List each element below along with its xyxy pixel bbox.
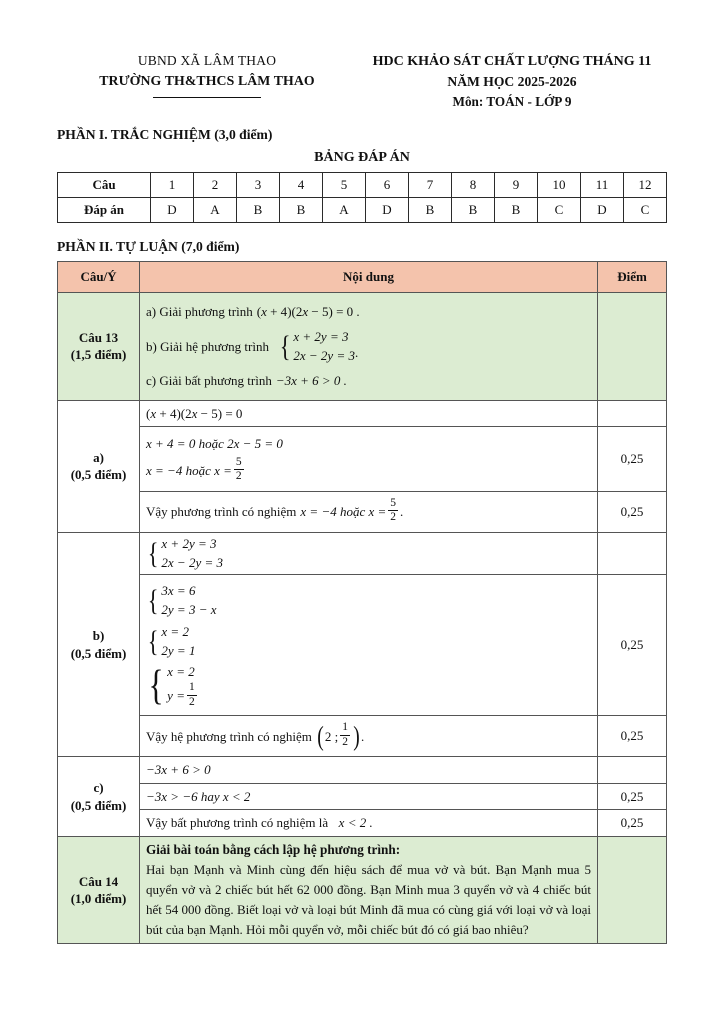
q13b-equation-2: 2x − 2y = 3 [293,347,355,363]
fraction-denominator: 2 [390,511,397,524]
part-b-step-2 [140,575,598,716]
issuing-authority: UBND XÃ LÂM THAO [137,53,277,68]
table-row-part-a-line1 [58,400,667,427]
left-brace-icon: { [147,584,159,618]
school-name: TRƯỜNG TH&THCS LÂM THAO [99,72,315,88]
answer-5: A [323,198,366,223]
part-1-title: PHẦN I. TRẮC NGHIỆM (3,0 điểm) [57,127,273,143]
question-number-8: 8 [452,173,495,198]
part-c-points: (0,5 điểm) [70,797,127,813]
question-number-12: 12 [624,173,667,198]
part-b-conclusion-period: . [361,728,365,744]
question-13-label [58,293,140,401]
header-left-block [57,52,357,98]
part-a-conclusion [140,491,598,532]
answer-11: D [581,198,624,223]
part-b-eq-3-2: 2y = 1 [161,642,196,658]
part-a-equation-3 [146,455,246,484]
fraction-denominator: 2 [235,470,242,483]
question-14-label [58,836,140,943]
column-header-diem: Điểm [598,262,667,293]
question-number-10: 10 [538,173,581,198]
rubric-header-row [58,262,667,293]
left-brace-icon: { [148,663,164,710]
question-number-9: 9 [495,173,538,198]
part-a-equation-3-lhs: x = −4 hoặc x = [146,462,232,478]
fraction-numerator: 1 [342,721,349,734]
q13c-text: c) Giải bất phương trình [146,373,272,389]
left-paren-icon: ( [317,720,324,751]
part-a-score-conclusion: 0,25 [598,491,667,532]
question-number-6: 6 [366,173,409,198]
table-row-part-b-line1 [58,532,667,575]
question-number-4: 4 [280,173,323,198]
q13a-equation: ( x + 4 )( 2 x − 5 ) = 0 . [256,304,360,320]
part-c-name: c) [93,780,104,796]
answer-10: C [538,198,581,223]
answer-2: A [194,198,237,223]
right-paren-icon: ) [353,720,360,751]
part-b-points: (0,5 điểm) [70,645,127,661]
part-a-equation-2: x + 4 = 0 hoặc 2x − 5 = 0 [146,436,283,452]
left-brace-icon: { [147,536,159,570]
question-number-7: 7 [409,173,452,198]
header-right-block [357,52,667,111]
part-b-eq-3-1: x = 2 [161,623,189,639]
table-row-part-a-line2 [58,427,667,492]
answer-8: B [452,198,495,223]
table-row-part-c-line2 [58,783,667,810]
exam-title: HDC KHẢO SÁT CHẤT LƯỢNG THÁNG 11 [372,54,652,69]
question-number-2: 2 [194,173,237,198]
label-cau: Câu [58,173,151,198]
fraction-numerator: 5 [235,455,242,468]
question-14-name: Câu 14 [78,873,119,889]
fraction-five-halves [234,457,244,483]
table-row-part-c-line1 [58,757,667,784]
part-b-eq-1-1: x + 2y = 3 [161,535,217,551]
part-a-score-step2: 0,25 [598,427,667,492]
part-b-score-conclusion: 0,25 [598,716,667,757]
part-2-title: PHẦN II. TỰ LUẬN (7,0 điểm) [57,239,240,255]
part-c-conclusion [140,810,598,837]
question-13-part-b [146,329,591,365]
answer-key-table [57,172,667,223]
question-13-name: Câu 13 [78,330,119,346]
question-13-score-blank [598,293,667,401]
part-b-conclusion-line [146,720,365,751]
question-number-5: 5 [323,173,366,198]
part-a-conclusion-period: . [400,503,404,519]
label-dap-an: Đáp án [58,198,151,223]
question-13-part-a [146,302,591,322]
part-b-eq-2-1: 3x = 6 [161,583,196,599]
column-header-noi-dung: Nội dung [140,262,598,293]
table-row-questions [58,173,667,198]
table-row-part-b-conclusion [58,716,667,757]
question-number-11: 11 [581,173,624,198]
part-b-score-blank [598,532,667,575]
q13b-period: . [354,344,359,360]
question-13-part-c [146,371,591,391]
part-a-step-2 [140,427,598,492]
part-b-conclusion-text: Vậy hệ phương trình có nghiệm [146,728,312,744]
part-b-name: b) [92,628,105,644]
part-b-conclusion [140,716,598,757]
q13b-equation-1: x + 2y = 3 [293,328,349,344]
answer-12: C [624,198,667,223]
answer-7: B [409,198,452,223]
q13b-system [278,329,355,365]
question-number-3: 3 [237,173,280,198]
part-a-conclusion-line [146,496,404,525]
solution-pair-x: 2 ; [324,728,339,744]
part-b-system-2 [146,583,217,619]
answer-6: D [366,198,409,223]
part-c-label [58,757,140,837]
part-a-points: (0,5 điểm) [70,467,127,483]
part-c-equation-2: −3x > −6 hay x < 2 [146,788,251,804]
part-c-conclusion-equation: x < 2 . [338,815,373,831]
part-c-equation-1: −3x + 6 > 0 [146,762,211,778]
part-a-equation-1: ( x + 4 )( 2 x − 5 ) = 0 [146,405,243,421]
school-year: NĂM HỌC 2025-2026 [447,74,577,90]
part-a-name: a) [93,449,104,465]
part-b-eq-4-2 [167,683,199,709]
question-13-statement [140,293,598,401]
table-row-question-13 [58,293,667,401]
answer-key-caption: BẢNG ĐÁP ÁN [314,150,410,166]
part-b-eq-1-2: 2x − 2y = 3 [161,554,223,570]
table-row-question-14 [58,836,667,943]
part-b-eq-2-2: 2y = 3 − x [161,602,217,618]
part-a-conclusion-text: Vậy phương trình có nghiệm [146,503,297,519]
part-b-eq-4-2-lhs: y = [167,688,185,704]
part-b-system-3 [146,624,195,660]
solution-pair [316,720,361,751]
fraction-one-half [187,682,197,708]
question-number-1: 1 [151,173,194,198]
part-b-label [58,532,140,757]
document-header [57,0,667,111]
part-c-score-conclusion: 0,25 [598,810,667,837]
part-b-score-step2: 0,25 [598,575,667,716]
part-c-score-blank [598,757,667,784]
fraction-denominator: 2 [342,735,349,748]
q13c-equation: −3x + 6 > 0 . [275,373,347,389]
part-c-step-1 [140,757,598,784]
table-row-answers [58,198,667,223]
subject-and-grade: Môn: TOÁN - LỚP 9 [452,94,572,109]
question-14-score-blank [598,836,667,943]
column-header-cau-y: Câu/Ý [58,262,140,293]
table-row-part-c-conclusion [58,810,667,837]
fraction-numerator: 5 [390,496,397,509]
fraction-five-halves-conclusion [388,498,398,524]
part-b-system-4 [146,664,199,709]
header-divider-rule [153,97,261,98]
answer-1: D [151,198,194,223]
part-a-step-1 [140,400,598,427]
table-row-part-a-conclusion [58,491,667,532]
part-b-step-1 [140,532,598,575]
answer-9: B [495,198,538,223]
answer-3: B [237,198,280,223]
answer-4: B [280,198,323,223]
question-14-points: (1,0 điểm) [70,890,127,906]
question-13-points: (1,5 điểm) [70,347,127,363]
fraction-denominator: 2 [188,695,195,708]
part-c-conclusion-text: Vậy bất phương trình có nghiệm là [146,815,329,831]
part-c-score-step2: 0,25 [598,783,667,810]
part-a-conclusion-equation: x = −4 hoặc x = [300,503,387,519]
grading-rubric-table [57,261,667,944]
question-14-statement [140,836,598,943]
part-c-step-2 [140,783,598,810]
q13b-text: b) Giải hệ phương trình [146,338,269,354]
part-b-system-1 [146,536,223,572]
question-14-body: Hai bạn Mạnh và Minh cùng đến hiệu sách để mua vở và bút. Bạn Mạnh mua 5 quyển vở và 2 chiếc bút hết 62 000 đồng. Bạn Minh mua 3 quyển vở và 4 chiếc bút hết 54 000 đồng. Biết loại vở và loại bút Minh đã mua có cùng giá với loại vở và loại bút của bạn Mạnh. Hỏi mỗi quyển vở, mỗi chiếc bút đó có giá bao nhiêu? [146,861,591,937]
left-brace-icon: { [147,624,159,658]
part-a-label [58,400,140,532]
q13a-text: a) Giải phương trình [146,304,253,320]
fraction-one-half-pair [340,722,350,748]
part-a-score-blank [598,400,667,427]
part-b-eq-4-1: x = 2 [167,664,195,680]
question-14-heading: Giải bài toán bằng cách lập hệ phương trình: [146,841,401,857]
fraction-numerator: 1 [188,681,195,694]
left-brace-icon: { [279,329,291,363]
table-row-part-b-line2 [58,575,667,716]
